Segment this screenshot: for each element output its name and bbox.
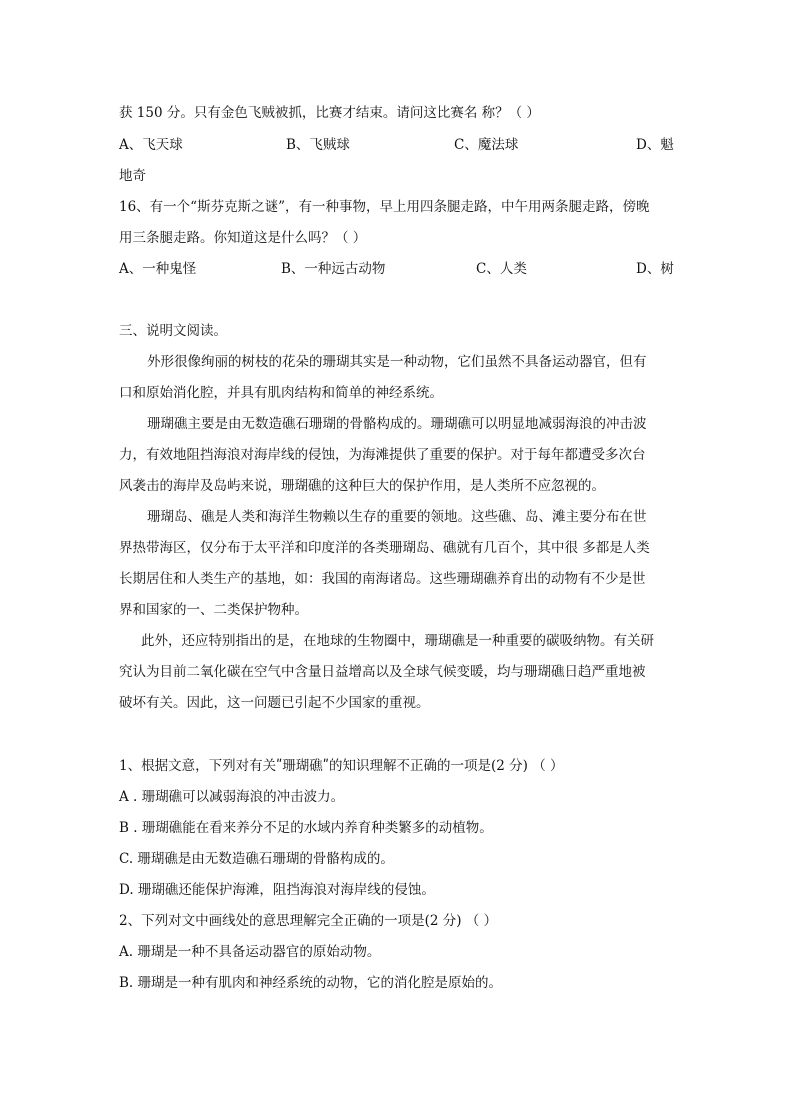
passage-p2-line: 风袭击的海岸及岛屿来说，珊瑚礁的这种巨大的保护作用，是人类所不应忽视的。: [119, 478, 605, 494]
passage-p3-line: 珊瑚岛、礁是人类和海洋生物赖以生存的重要的领地。这些礁、岛、滩主要分布在世: [147, 509, 647, 525]
passage-p4-line: 破坏有关。因此，这一问题已引起不少国家的重视。: [119, 695, 430, 711]
passage-p4-line: 此外，还应特别指出的是，在地球的生物圈中，珊瑚礁是一种重要的碳吸纳物。有关研: [141, 633, 654, 649]
passage-p3-line: 界和国家的一、二类保护物种。: [119, 602, 308, 618]
passage-p2-line: 力，有效地阻挡海浪对海岸线的侵蚀，为海滩提供了重要的保护。对于每年都遭受多次台: [119, 447, 646, 463]
question1-option-d: D. 珊瑚礁还能保护海滩，阻挡海浪对海岸线的侵蚀。: [119, 882, 435, 898]
q16-option-d: D、树: [636, 261, 674, 277]
q16-option-b: B、一种远古动物: [281, 261, 386, 277]
passage-p1-line: 口和原始消化腔，并具有肌肉结构和简单的神经系统。: [119, 385, 443, 401]
passage-p3-line: 长期居住和人类生产的基地，如：我国的南海诸岛。这些珊瑚礁养育出的动物有不少是世: [119, 571, 646, 587]
question1-stem: 1、根据文意，下列对有关ʺ珊瑚礁ʺ的知识理解不正确的一项是(2 分) （ ）: [119, 758, 564, 774]
q15-option-b: B、飞贼球: [286, 137, 350, 153]
q16-text-cont: 用三条腿走路。你知道这是什么吗？（ ）: [119, 230, 367, 246]
q16-text: 16、有一个“斯芬克斯之谜”，有一种事物，早上用四条腿走路，中午用两条腿走路，傍晚: [119, 199, 650, 215]
q15-option-d: D、魁: [636, 137, 674, 153]
question2-option-b: B. 珊瑚是一种有肌肉和神经系统的动物，它的消化腔是原始的。: [119, 975, 503, 991]
passage-p1-line: 外形很像绚丽的树枝的花朵的珊瑚其实是一种动物，它们虽然不具备运动器官，但有: [147, 354, 647, 370]
q15-option-a: A、飞天球: [119, 137, 183, 153]
passage-p3-line: 界热带海区，仅分布于太平洋和印度洋的各类珊瑚岛、礁就有几百个，其中很 多都是人类: [119, 540, 650, 556]
q15-option-d-wrap: 地奇: [119, 168, 146, 184]
q15-text: 获 150 分。只有金色飞贼被抓，比赛才结束。请问这比赛名 称？（ ）: [119, 105, 540, 121]
q15-option-c: C、魔法球: [454, 137, 519, 153]
question1-option-c: C. 珊瑚礁是由无数造礁石珊瑚的骨骼构成的。: [119, 851, 394, 867]
section-heading: 三、说明文阅读。: [119, 323, 227, 339]
question2-option-a: A. 珊瑚是一种不具备运动器官的原始动物。: [119, 944, 381, 960]
q16-option-c: C、人类: [476, 261, 527, 277]
passage-p4-line: 究认为目前二氧化碳在空气中含量日益增高以及全球气候变暖，均与珊瑚礁日趋严重地被: [119, 664, 646, 680]
q16-option-a: A、一种鬼怪: [119, 261, 197, 277]
passage-p2-line: 珊瑚礁主要是由无数造礁石珊瑚的骨骼构成的。珊瑚礁可以明显地减弱海浪的冲击波: [147, 416, 647, 432]
question2-stem: 2、下列对文中画线处的意思理解完全正确的一项是(2 分) （ ）: [119, 913, 498, 929]
question1-option-b: B . 珊瑚礁能在看来养分不足的水域内养育种类繁多的动植物。: [119, 820, 493, 836]
question1-option-a: A . 珊瑚礁可以减弱海浪的冲击波力。: [119, 789, 345, 805]
